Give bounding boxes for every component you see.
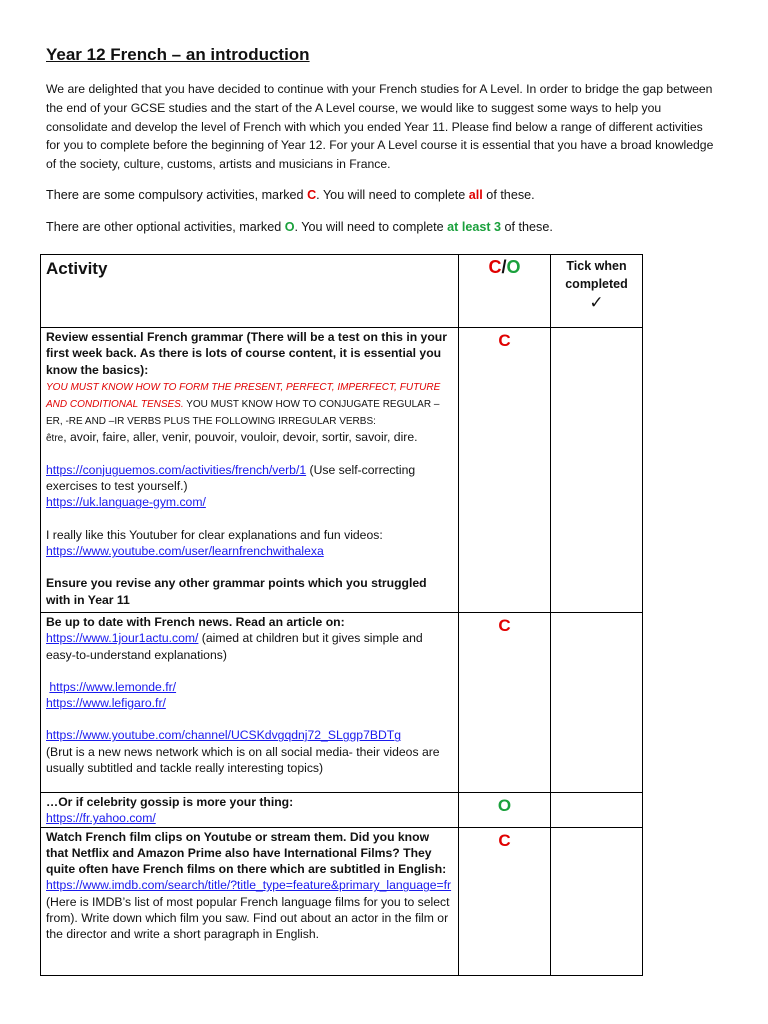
- checkmark-icon: ✓: [589, 293, 604, 312]
- status-mark: C: [459, 827, 551, 975]
- status-mark: C: [459, 328, 551, 613]
- co-header-o: O: [506, 257, 521, 277]
- tick-cell[interactable]: [551, 613, 643, 793]
- activity-cell: [41, 827, 459, 975]
- link-note: (aimed at children but it gives simple and easy-to-understand explanations): [46, 631, 423, 662]
- status-mark: C: [459, 613, 551, 793]
- activity-title: Review essential French grammar (There will be a test on this in your first week back. As there is lots of course content, it is essential you know the basics):: [46, 330, 447, 377]
- compulsory-rule-text-mid: . You will need to complete: [316, 187, 469, 202]
- conjuguemos-link[interactable]: https://conjuguemos.com/activities/french/verb/1: [46, 462, 307, 477]
- tenses-requirement: YOU MUST KNOW HOW TO FORM THE PRESENT, PERFECT, IMPERFECT, FUTURE AND CONDITIONAL TENSES.: [46, 381, 441, 410]
- compulsory-mark: C: [307, 187, 317, 202]
- imdb-note: (Here is IMDB’s list of most popular French language films for you to select from). Write down which film you saw. Find out about an actor in the film or the director and write a short paragraph in English.: [46, 894, 450, 942]
- tick-cell[interactable]: [551, 827, 643, 975]
- activity-cell: [41, 793, 459, 828]
- activities-table: [40, 254, 643, 976]
- compulsory-rule-text: There are some compulsory activities, marked: [46, 187, 308, 202]
- co-header-c: C: [488, 257, 502, 277]
- optional-mark: O: [284, 219, 295, 234]
- youtube-alexa-link[interactable]: https://www.youtube.com/user/learnfrenchwithalexa: [46, 544, 324, 559]
- verbs-requirement: YOU MUST KNOW HOW TO CONJUGATE REGULAR –ER, -RE AND –IR VERBS PLUS THE FOLLOWING IRREGULAR VERBS:: [46, 398, 440, 427]
- table-row: [41, 793, 643, 828]
- revise-note: Ensure you revise any other grammar points which you struggled with in Year 11: [46, 576, 427, 607]
- co-header-slash: /: [501, 257, 507, 277]
- optional-rule-text: There are other optional activities, marked: [46, 219, 285, 234]
- verb-list: , avoir, faire, aller, venir, pouvoir, vouloir, devoir, sortir, savoir, dire.: [63, 429, 418, 444]
- document-page: [46, 42, 726, 236]
- table-row: [41, 827, 643, 975]
- brut-youtube-link[interactable]: https://www.youtube.com/channel/UCSKdvgqdnj72_SLggp7BDTg: [46, 728, 402, 743]
- 1jour1actu-link[interactable]: https://www.1jour1actu.com/: [46, 631, 199, 646]
- optional-rule-text-mid: . You will need to complete: [294, 219, 448, 234]
- intro-paragraph: We are delighted that you have decided to continue with your French studies for A Level. In order to bridge the gap between the end of your GCSE studies and the start of the A Level course, we would like to suggest some ways to help you consolidate and develop the level of French with which you ended Year 11. Please find below a range of different activities for you to complete before the beginning of Year 12. For your A Level course it is essential that you have a broad knowledge of the society, culture, customs, artists and musicians in France.: [46, 82, 714, 172]
- page-title: Year 12 French – an introduction: [46, 45, 310, 64]
- youtuber-note: I really like this Youtuber for clear explanations and fun videos:: [46, 527, 383, 542]
- compulsory-rule-text-end: of these.: [482, 187, 535, 202]
- optional-emphasis: at least 3: [447, 219, 502, 234]
- tick-cell[interactable]: [551, 328, 643, 613]
- verb-etre: être: [46, 432, 64, 444]
- tick-cell[interactable]: [551, 793, 643, 828]
- yahoo-link[interactable]: https://fr.yahoo.com/: [46, 811, 156, 826]
- optional-rule: [46, 218, 726, 236]
- optional-rule-text-end: of these.: [501, 219, 553, 234]
- activity-title: Be up to date with French news. Read an article on:: [46, 615, 345, 629]
- activity-cell: [41, 613, 459, 793]
- co-header: [459, 255, 551, 328]
- imdb-link[interactable]: https://www.imdb.com/search/title/?title_type=feature&primary_language=fr: [46, 878, 452, 893]
- activity-title: …Or if celebrity gossip is more your thing:: [46, 795, 294, 809]
- activity-title: Watch French film clips on Youtube or stream them. Did you know that Netflix and Amazon Prime also have International Films? They quite often have French films on there which are subtitled in English:: [46, 829, 447, 877]
- table-row: [41, 613, 643, 793]
- status-mark: O: [459, 793, 551, 828]
- activity-cell: [41, 328, 459, 613]
- link-note: (Use self-correcting exercises to test yourself.): [46, 462, 416, 494]
- tick-header-label: Tick when completed: [565, 259, 628, 291]
- lefigaro-link[interactable]: https://www.lefigaro.fr/: [46, 696, 166, 711]
- compulsory-rule: [46, 186, 726, 204]
- table-row: [41, 328, 643, 613]
- tick-header: [551, 255, 643, 328]
- brut-note: (Brut is a new news network which is on all social media- their videos are usually subtitled and tackle really interesting topics): [46, 744, 440, 776]
- compulsory-emphasis: all: [468, 187, 483, 202]
- table-header-row: [41, 255, 643, 328]
- language-gym-link[interactable]: https://uk.language-gym.com/: [46, 495, 206, 510]
- lemonde-link[interactable]: https://www.lemonde.fr/: [49, 679, 177, 694]
- activity-header: Activity: [41, 255, 459, 328]
